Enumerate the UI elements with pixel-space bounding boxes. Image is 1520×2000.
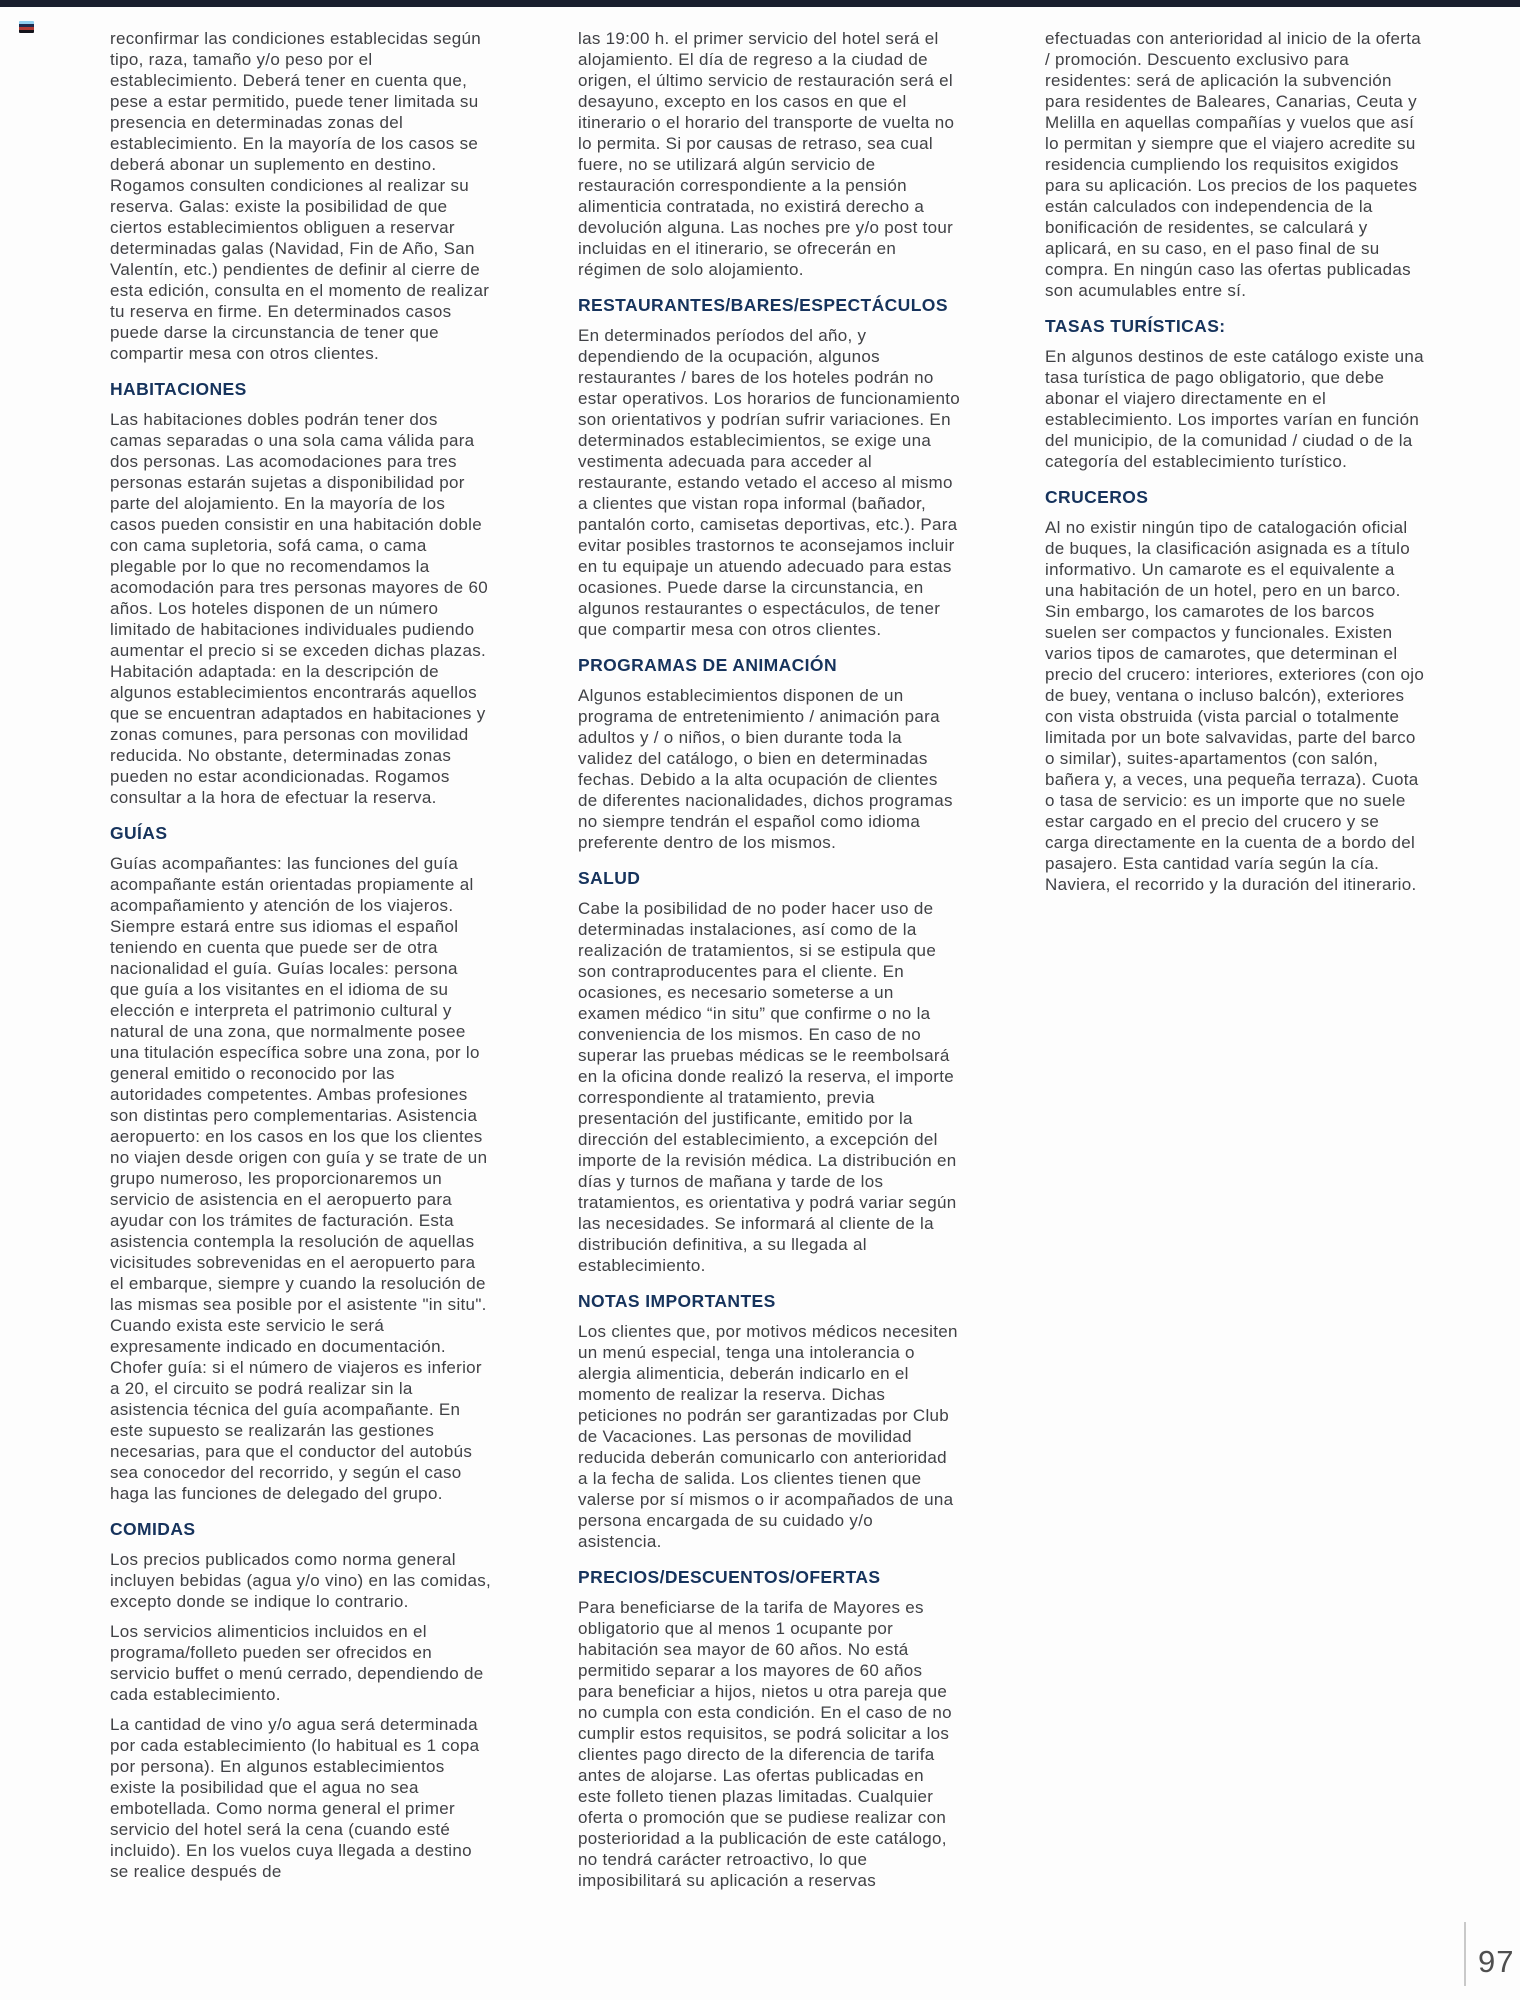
- paragraph: efectuadas con anterioridad al inicio de la oferta / promoción. Descuento exclusivo para residentes: será de aplicación la subvención para residentes de Baleares, Canarias, Ceuta y Melilla en aquellas compañías y vuelos que así lo permitan y siempre que el viajero acredite su residencia cumpliendo los requisitos exigidos para su aplicación. Los precios de los paquetes están calculados con independencia de la bonificación de residentes, se calculará y aplicará, en su caso, en el paso final de su compra. En ningún caso las ofertas publicadas son acumulables entre sí.: [1045, 29, 1422, 300]
- page-number: 97: [1478, 1944, 1515, 1979]
- paragraph: En algunos destinos de este catálogo existe una tasa turística de pago obligatorio, que debe abonar el viajero directamente en el establecimiento. Los importes varían en función del municipio, de la comunidad / ciudad o de la categoría del establecimiento turístico.: [1045, 347, 1424, 471]
- paragraph: En determinados períodos del año, y dependiendo de la ocupación, algunos restaurantes / bares de los hoteles podrán no estar operativos. Los horarios de funcionamiento son orientativos y podrían sufrir variaciones. En determinados establecimientos, se exige una vestimenta adecuada para acceder al restaurante, estando vetado el acceso al mismo a clientes que vistan ropa informal (bañador, pantalón corto, camisetas deportivas, etc.). Para evitar posibles trastornos te aconsejamos incluir en tu equipaje un atuendo adecuado para estas ocasiones. Puede darse la circunstancia, en algunos restaurantes o espectáculos, de tener que compartir mesa con otros clientes.: [578, 326, 960, 639]
- paragraph: Los precios publicados como norma general incluyen bebidas (agua y/o vino) en las comidas, excepto donde se indique lo contrario.: [110, 1550, 492, 1611]
- section-heading: NOTAS IMPORTANTES: [578, 1291, 776, 1311]
- section-heading: PRECIOS/DESCUENTOS/OFERTAS: [578, 1567, 881, 1587]
- section-heading: COMIDAS: [110, 1519, 196, 1539]
- top-bar: [0, 0, 1520, 7]
- paragraph: Guías acompañantes: las funciones del guía acompañante están orientadas propiamente al acompañamiento y atención de los viajeros. Siempre estará entre sus idiomas el español teniendo en cuenta que puede ser de otra nacionalidad el guía. Guías locales: persona que guía a los visitantes en el idioma de su elección e interpreta el patrimonio cultural y natural de una zona, que normalmente posee una titulación específica sobre una zona, por lo general emitido o reconocido por las autoridades competentes. Ambas profesiones son distintas pero complementarias. Asistencia aeropuerto: en los casos en los que los clientes no viajen desde origen con guía y se trate de un grupo numeroso, les proporcionaremos un servicio de asistencia en el aeropuerto para ayudar con los trámites de facturación. Esta asistencia contempla la resolución de aquellas vicisitudes sobrevenidas en el aeropuerto para el embarque, siempre y cuando la resolución de las mismas sea posible por el asistente "in situ". Cuando exista este servicio le será expresamente indicado en documentación. Chofer guía: si el número de viajeros es inferior a 20, el circuito se podrá realizar sin la asistencia técnica del guía acompañante. En este supuesto se realizarán las gestiones necesarias, para que el conductor del autobús sea conocedor del recorrido, y según el caso haga las funciones de delegado del grupo.: [110, 854, 488, 1503]
- paragraph: Algunos establecimientos disponen de un programa de entretenimiento / animación para adultos y / o niños, o bien durante toda la validez del catálogo, o bien en determinadas fechas. Debido a la alta ocupación de clientes de diferentes nacionalidades, dichos programas no siempre tendrán el español como idioma preferente dentro de los mismos.: [578, 686, 953, 852]
- text-column-1: [110, 28, 492, 1891]
- section-heading: SALUD: [578, 868, 641, 888]
- paragraph: las 19:00 h. el primer servicio del hotel será el alojamiento. El día de regreso a la ciudad de origen, el último servicio de restauración será el desayuno, excepto en los casos en que el itinerario o el horario del transporte de vuelta no lo permita. Si por causas de retraso, sea cual fuere, no se utilizará algún servicio de restauración correspondiente a la pensión alimenticia contratada, no existirá derecho a devolución alguna. Las noches pre y/o post tour incluidas en el itinerario, se ofrecerán en régimen de solo alojamiento.: [578, 29, 955, 279]
- text-column-3: [1045, 28, 1427, 904]
- text-column-2: [578, 28, 960, 1900]
- section-heading: HABITACIONES: [110, 379, 247, 399]
- page-number-divider: [1464, 1922, 1466, 1986]
- paragraph: La cantidad de vino y/o agua será determinada por cada establecimiento (lo habitual es 1 copa por persona). En algunos establecimientos existe la posibilidad que el agua no sea embotellada. Como norma general el primer servicio del hotel será la cena (cuando esté incluido). En los vuelos cuya llegada a destino se realice después de: [110, 1715, 480, 1881]
- paragraph: Las habitaciones dobles podrán tener dos camas separadas o una sola cama válida para dos personas. Las acomodaciones para tres personas estarán sujetas a disponibilidad por parte del alojamiento. En la mayoría de los casos pueden consistir en una habitación doble con cama supletoria, sofá cama, o cama plegable por lo que no recomendamos la acomodación para tres personas mayores de 60 años. Los hoteles disponen de un número limitado de habitaciones individuales pudiendo aumentar el precio si se exceden dichas plazas. Habitación adaptada: en la descripción de algunos establecimientos encontrarás aquellos que se encuentran adaptados en habitaciones y zonas comunes, para personas con movilidad reducida. No obstante, determinadas zonas pueden no estar acondicionadas. Rogamos consultar a la hora de efectuar la reserva.: [110, 410, 488, 807]
- section-heading: GUÍAS: [110, 823, 168, 843]
- paragraph: Al no existir ningún tipo de catalogación oficial de buques, la clasificación asignada es a título informativo. Un camarote es el equivalente a una habitación de un hotel, pero en un barco. Sin embargo, los camarotes de los barcos suelen ser compactos y funcionales. Existen varios tipos de camarotes, que determinan el precio del crucero: interiores, exteriores (con ojo de buey, ventana o incluso balcón), exteriores con vista obstruida (vista parcial o totalmente limitada por un bote salvavidas, parte del barco o similar), suites-apartamentos (con salón, bañera y, a veces, una pequeña terraza). Cuota o tasa de servicio: es un importe que no suele estar cargado en el precio del crucero y se carga directamente en la cuenta de a bordo del pasajero. Esta cantidad varía según la cía. Naviera, el recorrido y la duración del itinerario.: [1045, 518, 1425, 894]
- paragraph: reconfirmar las condiciones establecidas según tipo, raza, tamaño y/o peso por el establecimiento. Deberá tener en cuenta que, pese a estar permitido, puede tener limitada su presencia en determinadas zonas del establecimiento. En la mayoría de los casos se deberá abonar un suplemento en destino. Rogamos consulten condiciones al realizar su reserva. Galas: existe la posibilidad de que ciertos establecimientos obliguen a reservar determinadas galas (Navidad, Fin de Año, San Valentín, etc.) pendientes de definir al cierre de esta edición, consulta en el momento de realizar tu reserva en firme. En determinados casos puede darse la circunstancia de tener que compartir mesa con otros clientes.: [110, 29, 490, 363]
- paragraph: Los clientes que, por motivos médicos necesiten un menú especial, tenga una intolerancia o alergia alimenticia, deberán indicarlo en el momento de realizar la reserva. Dichas peticiones no podrán ser garantizadas por Club de Vacaciones. Las personas de movilidad reducida deberán comunicarlo con anterioridad a la fecha de salida. Los clientes tienen que valerse por sí mismos o ir acompañados de una persona encargada de su cuidado y/o asistencia.: [578, 1322, 958, 1551]
- section-heading: TASAS TURÍSTICAS:: [1045, 316, 1226, 336]
- logo-stripe: [19, 30, 34, 33]
- paragraph: Para beneficiarse de la tarifa de Mayores es obligatorio que al menos 1 ocupante por habitación sea mayor de 60 años. No está permitido separar a los mayores de 60 años para beneficiar a hijos, nietos u otra pareja que no cumpla con esta condición. En el caso de no cumplir estos requisitos, se podrá solicitar a los clientes pago directo de la diferencia de tarifa antes de alojarse. Las ofertas publicadas en este folleto tienen plazas limitadas. Cualquier oferta o promoción que se pudiese realizar con posterioridad a la publicación de este catálogo, no tendrá carácter retroactivo, lo que imposibilitará su aplicación a reservas: [578, 1598, 952, 1890]
- section-heading: RESTAURANTES/BARES/ESPECTÁCULOS: [578, 295, 948, 315]
- section-heading: CRUCEROS: [1045, 487, 1149, 507]
- section-heading: PROGRAMAS DE ANIMACIÓN: [578, 655, 837, 675]
- logo-icon: [19, 21, 34, 33]
- paragraph: Los servicios alimenticios incluidos en el programa/folleto pueden ser ofrecidos en servicio buffet o menú cerrado, dependiendo de cada establecimiento.: [110, 1622, 484, 1704]
- paragraph: Cabe la posibilidad de no poder hacer uso de determinadas instalaciones, así como de la realización de tratamientos, si se estipula que son contraproducentes para el cliente. En ocasiones, es necesario someterse a un examen médico “in situ” que confirme o no la conveniencia de los mismos. En caso de no superar las pruebas médicas se le reembolsará en la oficina donde realizó la reserva, el importe correspondiente al tratamiento, previa presentación del justificante, emitido por la dirección del establecimiento, a excepción del importe de la revisión médica. La distribución en días y turnos de mañana y tarde de los tratamientos, es orientativa y podrá variar según las necesidades. Se informará al cliente de la distribución definitiva, a su llegada al establecimiento.: [578, 899, 957, 1275]
